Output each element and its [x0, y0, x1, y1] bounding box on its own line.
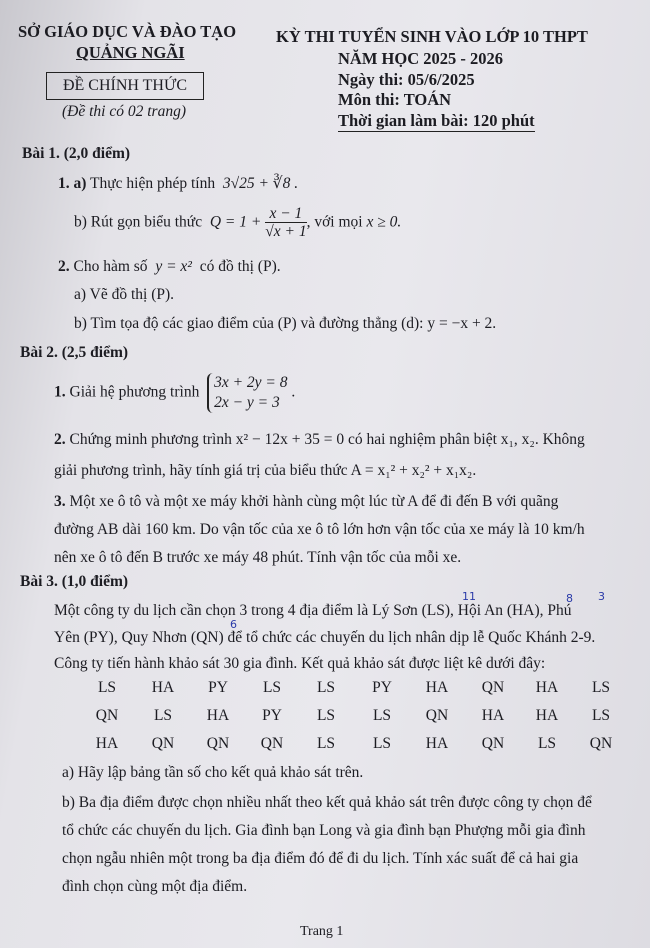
survey-cell: QN — [260, 735, 284, 752]
bai3-qb-line3: chọn ngẫu nhiên một trong ba địa điểm đó để đi du lịch. Tính xác suất để cả hai gia — [62, 850, 579, 867]
bai3-title: Bài 3. (1,0 điểm) — [20, 573, 129, 590]
survey-cell: LS — [591, 707, 611, 724]
survey-grid — [92, 679, 632, 763]
survey-cell: LS — [372, 735, 392, 752]
survey-cell: LS — [262, 679, 282, 696]
bai2-q3-line2: đường AB dài 160 km. Do vận tốc của xe ô tô lớn hơn vận tốc của xe máy là 10 km/h — [54, 521, 585, 538]
bai1-q1a: 1. a) Thực hiện phép tính 3√25 + ∛8 . — [58, 175, 299, 192]
survey-cell: HA — [206, 707, 230, 724]
exam-date: Ngày thi: 05/6/2025 — [338, 70, 475, 89]
official-box — [46, 72, 204, 100]
exam-time: Thời gian làm bài: 120 phút — [338, 111, 535, 130]
survey-cell: HA — [95, 735, 119, 752]
survey-cell: LS — [591, 679, 611, 696]
survey-cell: PY — [262, 707, 282, 724]
survey-cell: QN — [206, 735, 230, 752]
bai3-qb-line2: tổ chức các chuyến du lịch. Gia đình bạn Long và gia đình bạn Phượng mỗi gia đình — [62, 822, 586, 839]
survey-row — [92, 707, 632, 735]
survey-cell: LS — [372, 707, 392, 724]
bai1-q1b: b) Rút gọn biểu thức Q = 1 + $\frac{x - 1}{√x + 1}$ , với mọi x ≥ 0. — [74, 205, 402, 240]
bai3-qb-line4: đình chọn cùng một địa điểm. — [62, 878, 248, 895]
survey-row — [92, 735, 632, 763]
exam-subject: Môn thi: TOÁN — [338, 90, 452, 109]
survey-cell: QN — [589, 735, 613, 752]
bai2-title: Bài 2. (2,5 điểm) — [20, 344, 129, 361]
exam-title: KỲ THI TUYỂN SINH VÀO LỚP 10 THPT — [276, 27, 588, 46]
bai2-q1: 1. Giải hệ phương trình 3x + 2y = 8 2x − y = 3 . — [54, 374, 296, 411]
page-number: Trang 1 — [300, 924, 344, 939]
school-year: NĂM HỌC 2025 - 2026 — [338, 49, 503, 68]
survey-row — [92, 679, 632, 707]
bai2-q2-line2: giải phương trình, hãy tính giá trị của biểu thức A = x₁² + x₂² + x₁x₂. — [54, 462, 477, 479]
bai1-q2a: a) Vẽ đồ thị (P). — [74, 286, 175, 303]
survey-cell: QN — [151, 735, 175, 752]
dept-name: SỞ GIÁO DỤC VÀ ĐÀO TẠO — [18, 22, 237, 41]
bai3-line2: Yên (PY), Quy Nhơn (QN) để tổ chức các chuyến du lịch nhân dịp lễ Quốc Khánh 2-9. — [54, 629, 596, 646]
survey-cell: HA — [535, 679, 559, 696]
bai1-q2b: b) Tìm tọa độ các giao điểm của (P) và đường thẳng (d): y = −x + 2. — [74, 315, 497, 332]
bai2-q3-line3: nên xe ô tô đến B trước xe máy 48 phút. Tính vận tốc của mỗi xe. — [54, 549, 462, 566]
bai3-line1: Một công ty du lịch cần chọn 3 trong 4 địa điểm là Lý Sơn (LS), Hội An (HA), Phú — [54, 602, 572, 619]
bai3-line3: Công ty tiến hành khảo sát 30 gia đình. Kết quả khảo sát được liệt kê dưới đây: — [54, 655, 546, 672]
bai1-title: Bài 1. (2,0 điểm) — [22, 145, 131, 162]
bai2-q2-line1: 2. Chứng minh phương trình x² − 12x + 35 = 0 có hai nghiệm phân biệt x₁, x₂. Không — [54, 431, 585, 448]
equation-system: 3x + 2y = 8 2x − y = 3 — [207, 373, 287, 413]
survey-cell: LS — [153, 707, 173, 724]
bai1-q2: 2. Cho hàm số y = x² có đồ thị (P). — [58, 258, 281, 275]
survey-cell: PY — [372, 679, 392, 696]
survey-cell: QN — [95, 707, 119, 724]
survey-cell: HA — [481, 707, 505, 724]
survey-cell: PY — [208, 679, 228, 696]
survey-cell: LS — [316, 735, 336, 752]
handwritten-note: 8 — [566, 592, 573, 605]
survey-cell: QN — [481, 735, 505, 752]
survey-cell: HA — [425, 679, 449, 696]
survey-cell: HA — [151, 679, 175, 696]
bai2-q3-line1: 3. Một xe ô tô và một xe máy khởi hành cùng một lúc từ A để đi đến B với quãng — [54, 493, 559, 510]
survey-cell: HA — [535, 707, 559, 724]
survey-cell: QN — [481, 679, 505, 696]
survey-cell: LS — [316, 679, 336, 696]
bai3-qa: a) Hãy lập bảng tần số cho kết quả khảo sát trên. — [62, 764, 364, 781]
survey-cell: HA — [425, 735, 449, 752]
province-name: QUẢNG NGÃI — [76, 43, 185, 62]
survey-cell: QN — [425, 707, 449, 724]
handwritten-note: 6 — [230, 618, 237, 631]
bai3-qb-line1: b) Ba địa điểm được chọn nhiều nhất theo kết quả khảo sát trên được công ty chọn để — [62, 794, 592, 811]
handwritten-note: 11 — [462, 590, 476, 603]
handwritten-note: 3 — [598, 590, 605, 603]
survey-cell: LS — [316, 707, 336, 724]
survey-cell: LS — [97, 679, 117, 696]
survey-cell: LS — [537, 735, 557, 752]
pages-note: (Đề thi có 02 trang) — [62, 103, 186, 120]
official-label: ĐỀ CHÍNH THỨC — [62, 77, 188, 94]
